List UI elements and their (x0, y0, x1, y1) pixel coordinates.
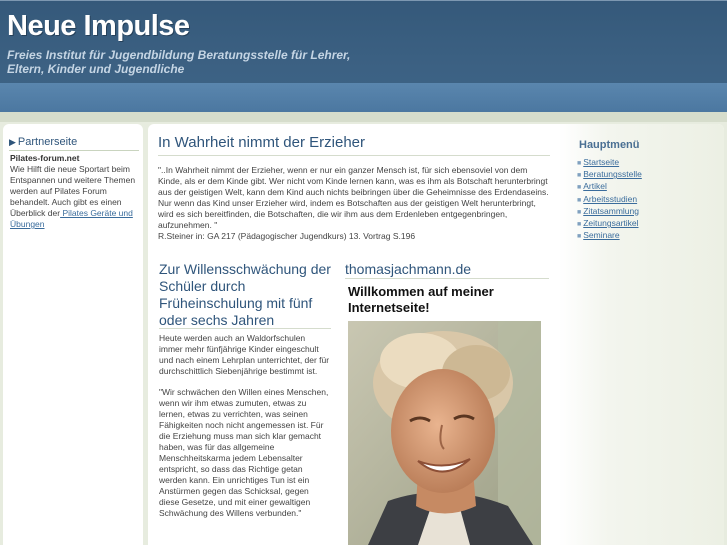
bullet-icon: ■ (577, 208, 582, 216)
menu-item-zeitungsartikel (577, 218, 642, 230)
article-title: Zur Willensschwächung der Schüler durch Früheinschulung mit fünf oder sechs Jahren (159, 261, 331, 328)
partner-description-text: Wie Hilft die neue Sportart beim Entspannen und weitere Themen werden auf Pilates Forum behandelt. Auch gibt es einen Überblick der (10, 164, 136, 218)
divider (345, 278, 549, 279)
divider (159, 328, 331, 329)
header-divider (0, 112, 727, 122)
partner-link[interactable]: Pilates Geräte und Übungen (10, 208, 133, 229)
menu-item-seminare (577, 230, 642, 242)
article-paragraph: "Wir schwächen den Willen eines Menschen, wenn wir ihm etwas zumuten, etwas zu lernen, etwas zu verrichten, was seinen Fähigkeiten noch nicht angemessen ist. Für die Erziehung muss man sich klar gemacht haben, was für das allgemeine Menschheitskarma jedem Lebensalter entspricht, so dass das Richtige getan werden kann. Ein unrichtiges Tun ist ein Anstürmen gegen das Schicksal, gegen diese Gesetze, und mit einer gewaltigen Schwächung des Willens verbunden." (159, 387, 329, 518)
page-title: In Wahrheit nimmt der Erzieher (158, 134, 366, 151)
main-menu-panel (559, 124, 724, 545)
welcome-heading: Willkommen auf meiner Internetseite! (348, 284, 494, 315)
menu-link-zeitungsartikel[interactable]: Zeitungsartikel (583, 218, 639, 229)
quote-source: R.Steiner in: GA 217 (Pädagogischer Jugendkurs) 13. Vortrag S.196 (158, 231, 416, 241)
portrait-photo (348, 321, 541, 545)
partner-description (10, 164, 142, 230)
header-band (0, 83, 727, 113)
partner-name: Pilates-forum.net (10, 153, 80, 163)
left-sidebar (3, 124, 143, 545)
profile-title: thomasjachmann.de (345, 261, 472, 277)
main-menu-heading: Hauptmenü (579, 139, 640, 151)
main-menu-list (577, 157, 642, 242)
menu-link-arbeitsstudien[interactable]: Arbeitsstudien (583, 193, 638, 204)
menu-link-seminare[interactable]: Seminare (583, 230, 620, 241)
menu-link-beratungsstelle[interactable]: Beratungsstelle (583, 169, 642, 180)
site-header (0, 0, 727, 112)
menu-link-startseite[interactable]: Startseite (583, 157, 620, 167)
menu-link-zitatsammlung[interactable]: Zitatsammlung (583, 205, 639, 216)
menu-link-artikel[interactable]: Artikel (583, 181, 607, 192)
bullet-icon: ■ (577, 221, 582, 229)
site-subtitle: Freies Institut für Jugendbildung Beratungsstelle für Lehrer, Eltern, Kinder und Jugendliche (7, 48, 351, 76)
portrait-illustration (348, 321, 541, 545)
partner-heading-label: Partnerseite (17, 136, 78, 148)
menu-item-startseite (577, 157, 642, 169)
quote-text: "..In Wahrheit nimmt der Erzieher, wenn er nur ein ganzer Mensch ist, für sich ebensoviel von dem Kinde, als er dem Kinde gibt. Wer nicht vom Kinde lernen kann, was es ihm als Botschaft herunterbringt aus der geistigen Welt, kann dem Kind auch nichts beibringen über die Geheimnisse des Erdendaseins. Nur wenn das Kind unser Erzieher wird, indem es Botschaften aus der geistigen Welt herunterbringt, wird es sich bereitfinden, die Botschaften, die wir ihm aus dem Erdenleben entgegenbringen, aufzunehmen. " (158, 165, 549, 230)
menu-item-zitatsammlung (577, 206, 642, 218)
article-paragraph: Heute werden auch an Waldorfschulen immer mehr fünfjährige Kinder eingeschult und nach einem Lehrplan unterrichtet, der für durchschittlich Siebenjährige bestimmt ist. (159, 333, 330, 376)
bullet-icon: ■ (577, 233, 582, 241)
divider (9, 150, 139, 151)
quote-block (158, 165, 550, 242)
menu-item-beratungsstelle (577, 169, 642, 181)
bullet-icon: ■ (577, 172, 582, 180)
article-body (159, 333, 331, 529)
main-content (148, 124, 724, 545)
triangle-right-icon: ▶ (9, 137, 16, 147)
divider (158, 155, 550, 156)
bullet-icon: ■ (577, 184, 582, 192)
menu-item-artikel (577, 181, 642, 193)
bullet-icon: ■ (577, 196, 582, 204)
site-title[interactable]: Neue Impulse (7, 10, 190, 42)
partner-heading (9, 136, 77, 148)
bullet-icon: ■ (577, 160, 582, 167)
menu-item-arbeitsstudien (577, 194, 642, 206)
